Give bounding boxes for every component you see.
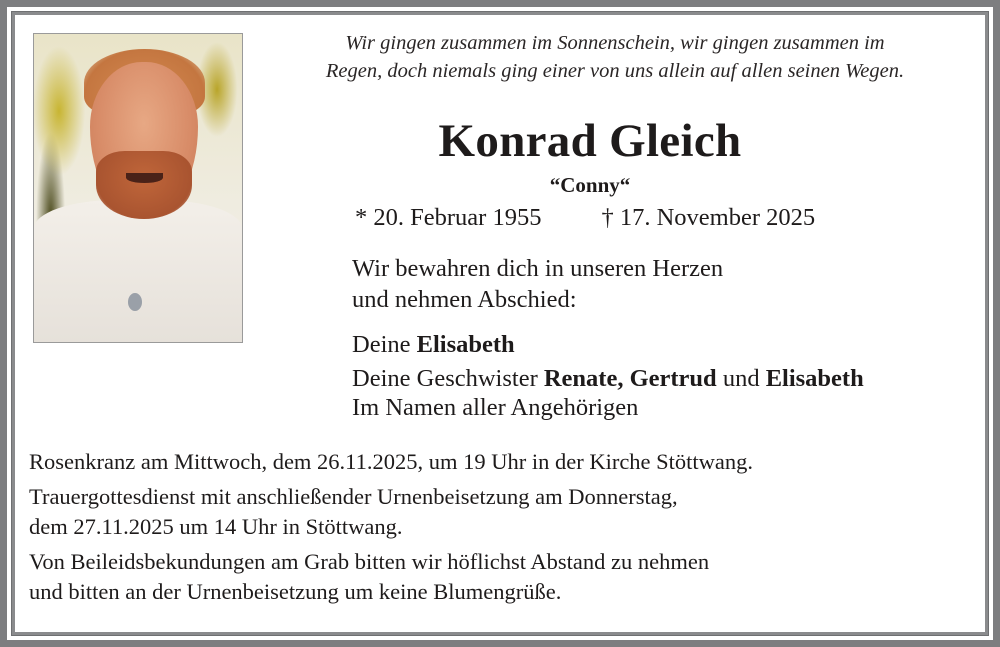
photo-beard-shape: [96, 151, 192, 219]
photo-shirt-shape: [34, 200, 242, 342]
mourners-list: [352, 330, 864, 422]
death-date: † 17. November 2025: [601, 204, 816, 231]
quote-line-2: Regen, doch niemals ging einer von uns allein auf allen seinen Wegen.: [325, 60, 905, 82]
deceased-name: Konrad Gleich: [438, 115, 742, 167]
rosary-info: Rosenkranz am Mittwoch, dem 26.11.2025, um 19 Uhr in der Kirche Stöttwang.: [29, 449, 754, 474]
funeral-service-line-1: Trauergottesdienst mit anschließender Urnenbeisetzung am Donnerstag,: [29, 484, 678, 509]
farewell-line-2: und nehmen Abschied:: [352, 286, 577, 313]
mourner-spouse: [352, 330, 864, 359]
siblings-conjunction: und: [716, 365, 766, 392]
mourner-relatives: Im Namen aller Angehörigen: [352, 394, 639, 421]
siblings-prefix: Deine Geschwister: [352, 365, 544, 392]
mourner-prefix: Deine: [352, 331, 417, 358]
quote-line-1: Wir gingen zusammen im Sonnenschein, wir gingen zusammen im: [345, 32, 885, 54]
mourner-siblings: [352, 364, 864, 393]
life-dates: [355, 203, 815, 233]
funeral-service-line-2: dem 27.11.2025 um 14 Uhr in Stöttwang.: [29, 514, 403, 539]
funeral-service-info: [29, 482, 753, 542]
mourner-name-spouse: Elisabeth: [416, 331, 515, 358]
deceased-nickname: “Conny“: [549, 173, 631, 197]
condolence-note: [29, 547, 753, 607]
condolence-line-1: Von Beileidsbekundungen am Grab bitten wir höflichst Abstand zu nehmen: [29, 549, 710, 574]
sibling-names-2: Elisabeth: [765, 365, 864, 392]
condolence-line-2: und bitten an der Urnenbeisetzung um keine Blumengrüße.: [29, 579, 562, 604]
portrait-photo: [33, 33, 243, 343]
farewell-text: [352, 253, 723, 315]
memorial-quote: [245, 29, 985, 85]
farewell-line-1: Wir bewahren dich in unseren Herzen: [352, 255, 724, 282]
service-details: [29, 447, 753, 612]
sibling-names-1: Renate, Gertrud: [543, 365, 717, 392]
birth-date: * 20. Februar 1955: [355, 204, 542, 231]
obituary-notice: [15, 15, 985, 632]
